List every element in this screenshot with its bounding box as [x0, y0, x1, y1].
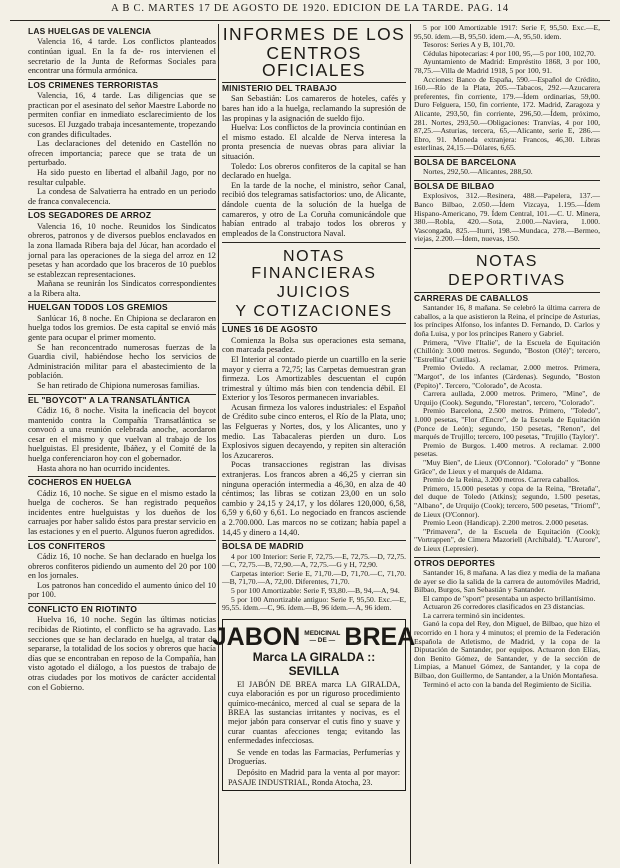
paragraph: Valencia 16, 10 noche. Reunidos los Sindicatos obreros, patronos y de diversos pueblos enclavados en la zona llamada Ribera baja del Júcar, han acordado el jornal para las operaciones de la siega del arroz en 12 pesetas y han acordado que los braceros de 10 pueblos se establezcan representaciones.: [28, 221, 216, 279]
paragraph: Actuaron 26 corredores clasificados en 23 distancias.: [423, 602, 585, 612]
column-2: [212, 24, 416, 864]
quote-line: Tesoros: Series A y B, 101,70.: [423, 40, 515, 50]
section-title: COCHEROS EN HUELGA: [28, 476, 216, 487]
headline-block: [414, 248, 600, 289]
paragraph: El Interior al contado pierde un cuartillo en la serie mayor y cierra a 72,75; las Carpetas demuestran gran firmeza. Los Amortizables descuentan el cupón trimestral y último más bien con tendencia débil. El Exterior y los Tesoros permanecen invariables.: [222, 354, 406, 403]
headline-juicios: JUICIOS: [276, 284, 352, 302]
paragraph: Huelva: Los conflictos de la provincia continúan en el mismo estado. El alcalde de Nerva interesa la pronta presencia de nuevas obras para aliviar la situación.: [222, 123, 406, 161]
headline-block: [222, 242, 406, 320]
paragraph: La carrera terminó sin incidentes.: [423, 610, 525, 620]
section-title: LOS SEGADORES DE ARROZ: [28, 209, 216, 220]
paragraph: Cádiz 16, 10 noche. Se sigue en el mismo estado la huelga de cocheros. Se han registrado pequeños incidentes entre huelguistas y los dueños de los carruajes por haber salido éstos para prestar servicio en las estaciones y en el puerto. Algunos fueron agredidos.: [28, 488, 216, 536]
paragraph: Se han retirado de Chipiona numerosas familias.: [37, 381, 200, 391]
headline-cotizaciones: Y COTIZACIONES: [235, 303, 393, 321]
paragraph: Primero, 15.000 pesetas y copa de la Reina, "Bretaña", del duque de Toledo (Atkins); segundo, 1.500 pesetas, "Albano", de Urquijo (Cook); tercero, 500 pesetas, "Triomf", de Lieux (O'Connor).: [414, 483, 600, 519]
ad-medicinal: [304, 630, 340, 644]
paragraph: Primera, "Vive l'Italie", de la Escuela de Equitación (Chillón): 3.000 metros. Segundo, "Boston (Olé)"; tercero, "Estrellita" (Cutillas).: [414, 337, 600, 364]
paragraph: Premio Oviedo. A reclamar, 2.000 metros. Primera, "Margot", de los infantes (Cárdenas). Segundo, "Boston (Pepito)". Tercero, "Colorado", de Acosta.: [414, 363, 600, 390]
section-title: LUNES 16 DE AGOSTO: [222, 323, 406, 334]
section-title: BOLSA DE MADRID: [222, 540, 406, 551]
ad-word-jabon: JABON: [212, 622, 301, 651]
section-title: OTROS DEPORTES: [414, 557, 600, 568]
section-title: MINISTERIO DEL TRABAJO: [222, 82, 406, 93]
paragraph: Premio Barcelona, 2.500 metros. Primero, "Toledo", 1.000 pesetas, "Flor d'Encre", de la Escuela de Equitación (Ponce de León); segundo, 150 pesetas, "Renon", del marqués de Trujillo; tercero, 100 pesetas, "Trujillo (Taylor)".: [414, 406, 600, 442]
paragraph: "Muy Bien", de Lieux (O'Connor). "Colorado" y "Bonne Grâce", de Lieux y el marqués de Aldama.: [414, 457, 600, 476]
column-divider-1: [218, 24, 219, 864]
soap-advertisement: [212, 619, 416, 791]
column-3: [414, 24, 600, 864]
column-1: [28, 24, 216, 864]
quote-line: 4 por 100 Interior: Serie F, 72,75.—E, 72,75.—D, 72,75.—C, 72,75.—B, 72,90.—A, 72,75.—G y H, 72,90.: [222, 551, 406, 570]
ad-title: [212, 622, 416, 651]
paragraph: Huelva 16, 10 noche. Según las últimas noticias recibidas de Riotinto, el conflicto se ha agravado. Las secciones que se han declarado en huelga, al tratar de separarse, la totalidad de los socios y obreros que hacía días que se encontraban en reposo de la Compañía, han visto agotado el diálogo, a los puestos de trabajo de otras ciudades por los motivos de carácter accidental con el Gobierno.: [28, 615, 216, 692]
headline-notas: NOTAS FINANCIERAS: [251, 248, 377, 283]
paragraph: Los patronos han concedido el aumento único del 10 por 100.: [28, 580, 216, 600]
quote-line: 5 por 100 Amortizable: Serie F, 93,80.—B, 94,—A, 94.: [231, 585, 400, 595]
quote-line: Carpetas interior: Serie E, 71,70.—D, 71,70.—C, 71,70.—B, 71,70.—A, 72,00. Diferentes, 71,70.: [222, 568, 406, 587]
paragraph: Ganó la copa del Rey, don Miguel, de Bilbao, que hizo el recorrido en 1 hora y 4 minutos; el premio de la Federación Española de Atletismo, de Madrid, y la copa de la Diputación de Santander, por equipos. Actuaron don Elías, don Benito Gómez, de Santander, y de la sección de Limpias, a Manuel Gómez, de Santander, y la copa de Bilbao, don Guillermo, de Santander, a la Unión Montañesa.: [414, 619, 600, 681]
headline-deportivas: DEPORTIVAS: [448, 271, 566, 289]
paragraph: Pocas transacciones registran las divisas extranjeras. Los francos abren a 46,25 y cierran sin ninguna operación intermedia a 46,30, en alza de 40 céntimos; las libras se cotizan 23,00 en un solo cambio y 24,15 y 24,17, y los dólares 120,000, 6,58, 6,59 y 6,60 y 6,61. Lo negociado en francos asciende a 2.700.000. Las marcos no se cotizan; había papel a 14,45 y dinero a 14,40.: [222, 460, 406, 537]
quote-line: Explosivos, 312.—Resinera, 488.—Papelera, 137.—Banco Bilbao, 2.050.—Ídem Vizcaya, 1.195.—Ídem Hispano-Americano, 79. Ídem Central, 101.—C. U. Minera, 380.—Robla, 420.—Sota, 2.000.—Naviera, 1.000. Vascongada, 825.—Iturri, 198.—Mundaca, 278.—Bermeo, viejas, 2.200.—Ídem, nuevas, 150.: [414, 191, 600, 244]
paragraph: Toledo: Los obreros confiteros de la capital se han declarado en huelga.: [222, 161, 406, 181]
headline-informes: INFORMES DE LOS: [222, 24, 406, 44]
paragraph: San Sebastián: Los camareros de hoteles, cafés y bares han ido a la huelga, reclamando la supresión de las propinas y la asignación de sueldo fijo.: [222, 94, 406, 123]
paragraph: Acusan firmeza los valores industriales: el Español de Crédito sube cinco enteros, el Río de la Plata, uno; las Felgueras y Nortes, dos, y los Alicantes, uno y medio. Las Tabacaleras pierden un duro. Los Explosivos siguen decayendo, y repiten sin alteración los Azucareros.: [222, 402, 406, 460]
ad-de-label: — DE —: [309, 636, 336, 644]
ad-medicinal-label: MEDICINAL: [304, 629, 341, 637]
paragraph: El campo de "sport" presentaba un aspecto brillantísimo.: [423, 593, 596, 603]
section-title: BOLSA DE BARCELONA: [414, 156, 600, 167]
paragraph: Valencia, 16, 4 tarde. Las diligencias que se practican por el asesinato del señor Maestre Laborde no permiten confiar en inmediato esclarecimiento de los sucesos. El Juzgado trabaja incesantemente, tropezando con grandes dificultades.: [28, 91, 216, 139]
paragraph: Comienza la Bolsa sus operaciones esta semana, con marcada pesadez.: [222, 335, 406, 355]
ad-depot: Depósito en Madrid para la venta al por mayor: PASAJE INDUSTRIAL, Ronda Atocha, 23.: [228, 768, 400, 787]
page-header: A B C. MARTES 17 DE AGOSTO DE 1920. EDICION DE LA TARDE. PAG. 14: [111, 3, 509, 14]
paragraph: Mañana se reunirán los Sindicatos correspondientes a la Ribera alta.: [28, 279, 216, 298]
paragraph: Ha sido puesto en libertad el albañil Jago, por no resultar culpable.: [28, 167, 216, 187]
paragraph: Valencia 16, 4 tarde. Los conflictos planteados continúan igual. En la fa de- ros intervienen el secretario de la Junta de Reformas Sociales para encontrar una fórmula armónica.: [28, 37, 216, 76]
headline-notas-deportivas: NOTAS: [476, 252, 538, 270]
paragraph: Las declaraciones del detenido en Castellón no ofrecen importancia; parece que se trata de un perturbado.: [28, 139, 216, 168]
paragraph: La condesa de Salvatierra ha entrado en un periodo de franca convalecencia.: [28, 187, 216, 206]
header-rule: [10, 20, 610, 21]
section-title: HUELGAN TODOS LOS GREMIOS: [28, 301, 216, 312]
headline-centros: CENTROS OFICIALES: [261, 43, 366, 80]
paragraph: Premio de Burgos. 1.400 metros. A reclamar. 2.000 pesetas.: [414, 440, 600, 459]
paragraph: Cádiz 16, 8 noche. Visita la ineficacia del boycot mantenido contra la Compañía Transatlántica se convocó a una reunión celebrada anoche, acordaron cesar en el mismo y que vuelvan al trabajo de los huelguistas. El presidente, Ibáñez, y el Comité de la huelga conferenciaron hoy con el gobernador.: [28, 406, 216, 463]
ad-word-brea: BREA: [344, 622, 416, 651]
section-title: LOS CRIMENES TERRORISTAS: [28, 79, 216, 90]
quote-line: Nortes, 292,50.—Alicantes, 288,50.: [423, 167, 533, 177]
section-title: BOLSA DE BILBAO: [414, 180, 600, 191]
paragraph: Se han reconcentrado numerosas fuerzas de la Guardia civil, habiéndose hecho los servicios de Administración militar para el abastecimiento de la población.: [28, 342, 216, 381]
paragraph: Carrera aullada, 2.000 metros. Primero, "Mine", de Urquijo (Cook). Segundo, "Florestan", tercero, "Colorado".: [414, 389, 600, 407]
quote-line: Ayuntamiento de Madrid: Empréstito 1868, 3 por 100, 78,75.—Villa de Madrid 1918, 5 por 100, 91.: [414, 57, 600, 75]
paragraph: Terminó el acto con la banda del Regimiento de Sicilia.: [423, 679, 592, 689]
paragraph: Cádiz 16, 10 noche. Se han declarado en huelga los obreros confiteros pidiendo un aumento del 20 por 100 en los jornales.: [28, 551, 216, 581]
ad-body: El JABÓN DE BREA marca LA GIRALDA, cuya elaboración es por un riguroso procedimiento químico-mecánico, merced al cual se separa de la BREA las sustancias irritantes y nocivas, es el mejor jabón para conservar el cutis fino y suave y curar cuantas afecciones tenga; evitando las enfermedades infecciosas.: [228, 679, 400, 746]
section-title: CONFLICTO EN RIOTINTO: [28, 603, 216, 614]
quote-line: 5 por 100 Amortizable 1917: Serie F, 95,50. Exc.—E, 95,50. ídem.—B, 95,50. ídem.—A, 95,50. ídem.: [414, 23, 600, 41]
ad-brand: Marca LA GIRALDA :: SEVILLA: [252, 649, 376, 678]
quote-line: Acciones: Banco de España, 590.—Español de Crédito, 160.—Río de la Plata, 205.—Tabacos, 292.—Azucarera preferentes, fin corriente, 179.—Ídem ordinarias, 59,00. Duro Felguera, 150, fin corriente, 172. Madrid, Zaragoza y Alicante, 293,50, fin corriente, 296,50.—Ídem, próximo, 281. Nortes, 293,50.—Obligaciones: Tranvías, 4 por 100, 87,25.—Asturias, tercera, 65,—Alicante, serie E, 286.—Ebro, 91. Moneda extranjera: Francos, 46,30. Libras esterlinas, 24,15.—Dólares, 6,65.: [414, 74, 600, 153]
quote-line: Cédulas hipotecarias: 4 por 100, 95,—5 por 100, 102,70.: [423, 48, 596, 58]
section-title: LOS CONFITEROS: [28, 540, 216, 551]
section-title: LAS HUELGAS DE VALENCIA: [28, 26, 152, 36]
paragraph: Sanlúcar 16, 8 noche. En Chipiona se declararon en huelga todos los gremios. De esta capital se envió más gente para ocupar el primer momento.: [28, 313, 216, 343]
column-divider-2: [410, 24, 411, 864]
paragraph: Premio Leon (Handicap). 2.200 metros. 2.000 pesetas.: [423, 518, 589, 528]
paragraph: En la tarde de la noche, el ministro, señor Canal, recibió dos telegramas satisfactorios: uno, de Alicante, dándole cuenta de la solución de la huelga de camareros, y otro de La Coruña comunicándole que habían entrado al trabajo todos los obreros y empleados de la Constructora Naval.: [222, 180, 406, 238]
ad-sale: Se vende en todas las Farmacias, Perfumerías y Droguerías.: [228, 747, 400, 766]
paragraph: Hasta ahora no han ocurrido incidentes.: [37, 463, 171, 473]
quote-line: 5 por 100 Amortizable antiguo: Serie F, 95,50. Exc.—E, 95,55. ídem.—C, 96. ídem.—B, 96 ídem.—A, 96 ídem.: [222, 594, 406, 613]
paragraph: "Primavera", de la Escuela de Equitación (Cook); "Vortrappen", de Cimera Mazoriell (Archibald). "L'Aurore", de Lieux (Lepresier).: [414, 526, 600, 553]
paragraph: Santander 16, 8 mañana. Se celebró la última carrera de caballos, a la que asistieron la Reina, el príncipe de Asturias, los príncipes Alfonso, los infantes D. Fernando, D. Carlos y doña Luisa, y por los príncipes Ranero y Gabriel.: [414, 303, 600, 339]
paragraph: Premio de la Reina, 3.200 metros. Carrera caballos.: [423, 475, 580, 485]
section-title: CARRERAS DE CABALLOS: [414, 292, 600, 303]
paragraph: Santander 16, 8 mañana. A las diez y media de la mañana de ayer se dio la salida de la carrera de automóviles Madrid, Bilbao, Burgos, San Sebastián y Santander.: [414, 567, 600, 595]
section-title: EL "BOYCOT" A LA TRANSATLÁNTICA: [28, 394, 216, 405]
